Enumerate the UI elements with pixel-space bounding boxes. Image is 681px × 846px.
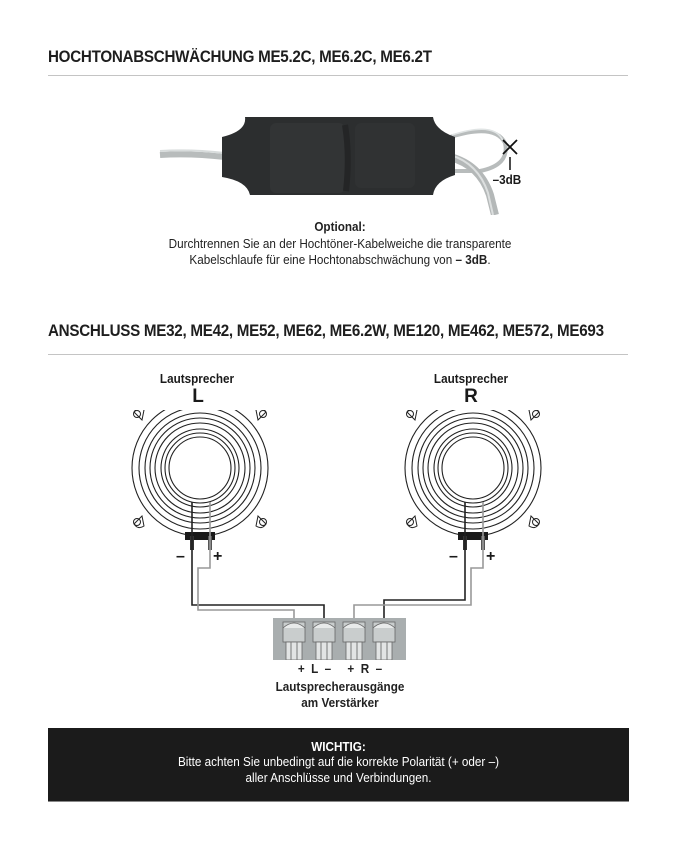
speaker-right-minus: – xyxy=(449,548,458,565)
speaker-left-plus: + xyxy=(213,548,223,565)
section-title-tweeter-attenuation: HOCHTONABSCHWÄCHUNG ME5.2C, ME6.2C, ME6.2T xyxy=(48,48,432,66)
terminal-labels: + L – + R – xyxy=(297,661,383,676)
caption-line-2 xyxy=(115,252,565,268)
speaker-left-label: Lautsprecher xyxy=(159,371,235,386)
section-divider xyxy=(48,75,628,76)
crossover-image xyxy=(150,95,550,215)
speaker-right-letter: R xyxy=(464,386,478,407)
wiring-diagram xyxy=(0,410,681,660)
section-divider xyxy=(48,354,628,355)
caption-line-2-text: Kabelschlaufe für eine Hochtonabschwächung von xyxy=(189,252,456,267)
attenuation-label: –3dB xyxy=(492,172,522,187)
speaker-left-minus: – xyxy=(176,548,185,565)
caption-line-2-suffix: . xyxy=(487,252,491,267)
caption-line-2-bold: – 3dB xyxy=(455,252,488,267)
speaker-right-plus: + xyxy=(486,548,496,565)
notice-line-2: aller Anschlüsse und Verbindungen. xyxy=(245,770,432,785)
notice-title: WICHTIG: xyxy=(311,739,366,754)
caption-title: Optional: xyxy=(314,219,366,234)
notice-line-1: Bitte achten Sie unbedingt auf die korrekte Polarität (+ oder –) xyxy=(178,754,499,769)
caption-line-1: Durchtrennen Sie an der Hochtöner-Kabelweiche die transparente xyxy=(168,236,512,251)
important-notice xyxy=(48,728,629,802)
speaker-right-label: Lautsprecher xyxy=(433,371,509,386)
amp-label-line-1: Lautsprecherausgänge xyxy=(275,679,405,694)
section-title-connection: ANSCHLUSS ME32, ME42, ME52, ME62, ME6.2W, ME120, ME462, ME572, ME693 xyxy=(48,322,604,340)
speaker-left-letter: L xyxy=(192,386,204,407)
amp-label-line-2: am Verstärker xyxy=(301,695,379,710)
